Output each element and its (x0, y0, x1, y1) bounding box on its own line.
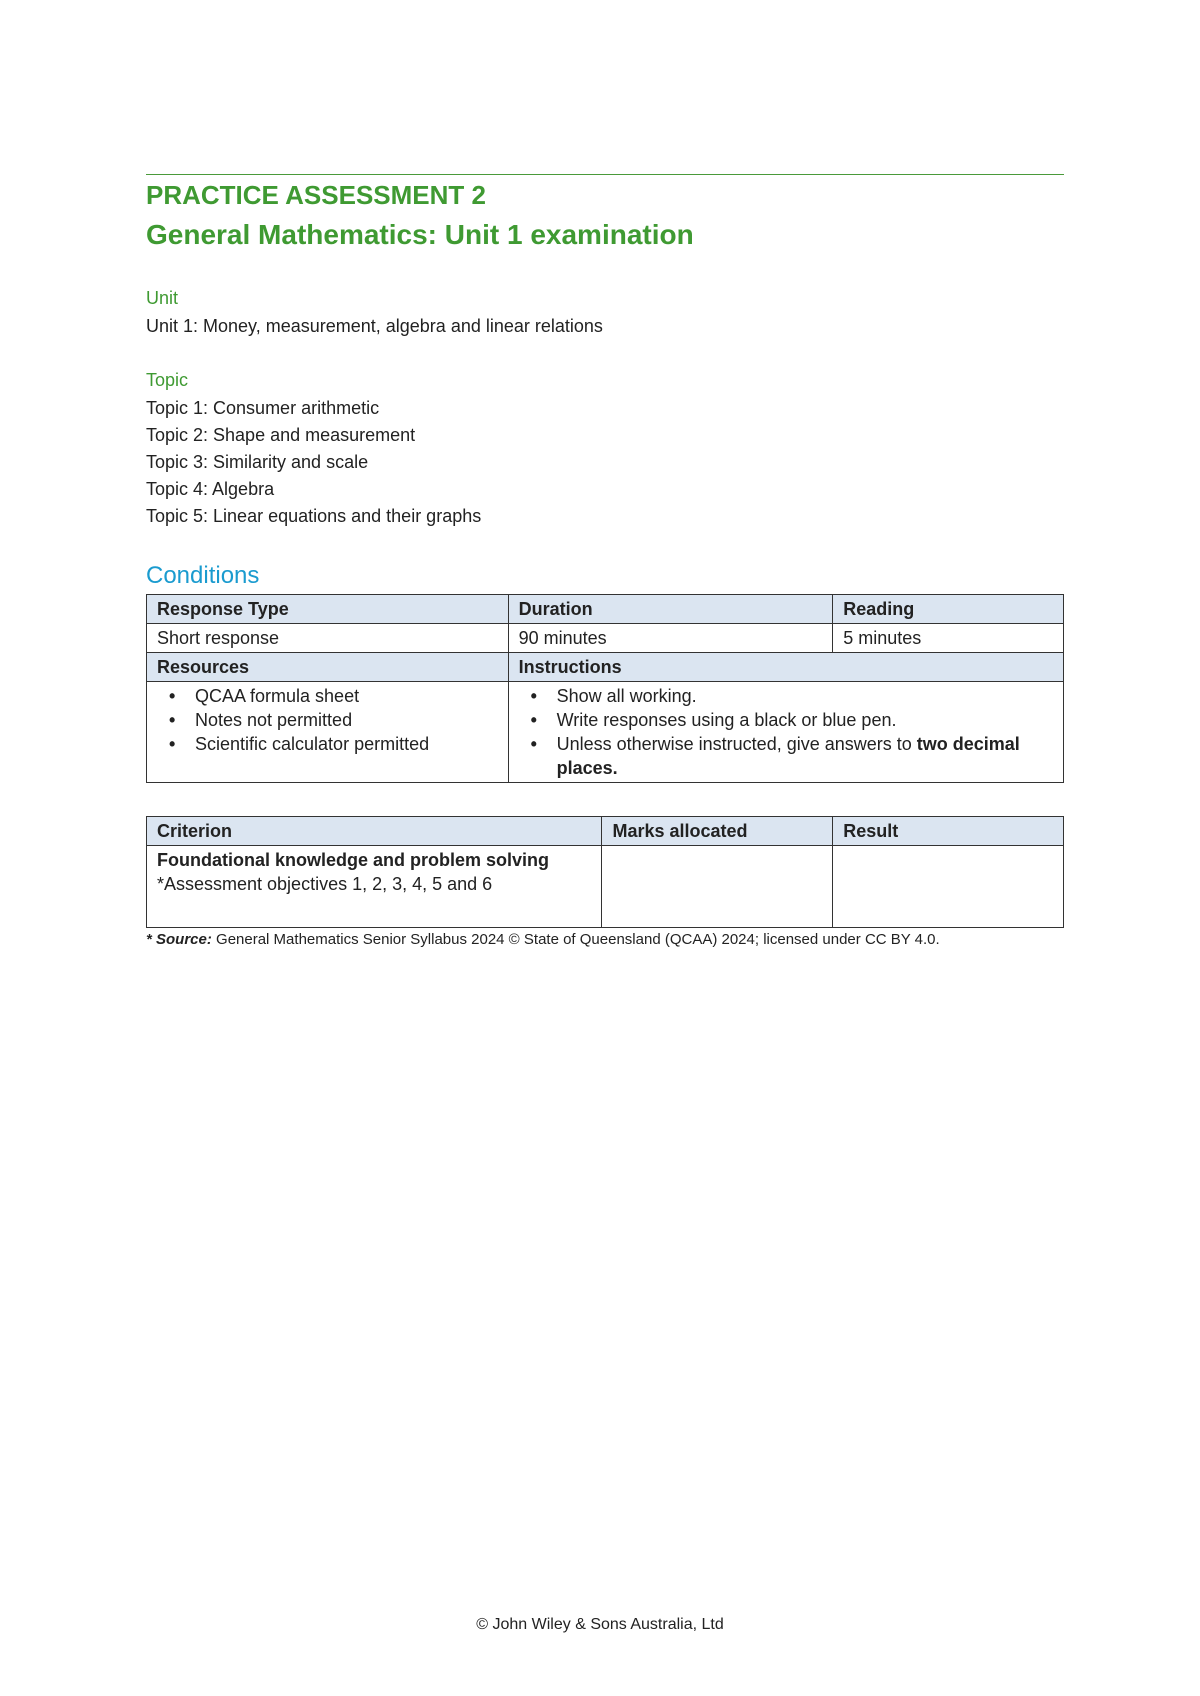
marks-cell (602, 846, 833, 928)
table-row (147, 817, 1064, 846)
topic-item: Topic 5: Linear equations and their graphs (146, 506, 482, 526)
table-row (147, 595, 1064, 624)
topic-item: Topic 1: Consumer arithmetic (146, 398, 380, 418)
instructions-cell (508, 682, 1063, 783)
criterion-note: *Assessment objectives 1, 2, 3, 4, 5 and 6 (157, 874, 493, 894)
table-row (147, 846, 1064, 928)
instructions-list (519, 684, 1053, 780)
instructions-header: Instructions (508, 653, 1063, 682)
topic-label: Topic (146, 370, 189, 390)
table-row (147, 682, 1064, 783)
list-item: • Write responses using a black or blue pen. (545, 708, 1053, 732)
source-label: * Source: (146, 931, 212, 948)
table-row (147, 624, 1064, 653)
assessment-title: PRACTICE ASSESSMENT 2 (146, 180, 486, 210)
criteria-table (146, 816, 1064, 928)
exam-subtitle: General Mathematics: Unit 1 examination (146, 219, 694, 250)
top-rule (146, 174, 1064, 175)
duration-header: Duration (508, 595, 833, 624)
resources-cell (147, 682, 509, 783)
response-type-value: Short response (147, 624, 509, 653)
marks-header: Marks allocated (602, 817, 833, 846)
source-note (146, 931, 940, 948)
conditions-heading: Conditions (146, 562, 260, 589)
result-header: Result (833, 817, 1064, 846)
reading-header: Reading (833, 595, 1064, 624)
instruction-text: Unless otherwise instructed, give answers to (556, 734, 917, 754)
conditions-table (146, 594, 1064, 783)
duration-value: 90 minutes (508, 624, 833, 653)
list-item: • Scientific calculator permitted (183, 732, 498, 756)
resources-header: Resources (147, 653, 509, 682)
topic-item: Topic 2: Shape and measurement (146, 425, 416, 445)
resources-list (157, 684, 498, 756)
unit-value: Unit 1: Money, measurement, algebra and linear relations (146, 316, 603, 336)
response-type-header: Response Type (147, 595, 509, 624)
list-item: • Show all working. (545, 684, 1053, 708)
criterion-header: Criterion (147, 817, 602, 846)
list-item: • QCAA formula sheet (183, 684, 498, 708)
reading-value: 5 minutes (833, 624, 1064, 653)
result-cell (833, 846, 1064, 928)
criterion-title: Foundational knowledge and problem solving (157, 850, 550, 870)
unit-label: Unit (146, 288, 179, 308)
criterion-cell (147, 846, 602, 928)
list-item: • Notes not permitted (183, 708, 498, 732)
topic-item: Topic 4: Algebra (146, 479, 275, 499)
topic-item: Topic 3: Similarity and scale (146, 452, 369, 472)
copyright-footer: © John Wiley & Sons Australia, Ltd (476, 1616, 724, 1633)
table-row (147, 653, 1064, 682)
list-item (545, 732, 1053, 780)
instruction-bold-text: two decimal places. (556, 734, 1020, 778)
source-text: General Mathematics Senior Syllabus 2024 © State of Queensland (QCAA) 2024; licensed under CC BY 4.0. (211, 931, 940, 948)
